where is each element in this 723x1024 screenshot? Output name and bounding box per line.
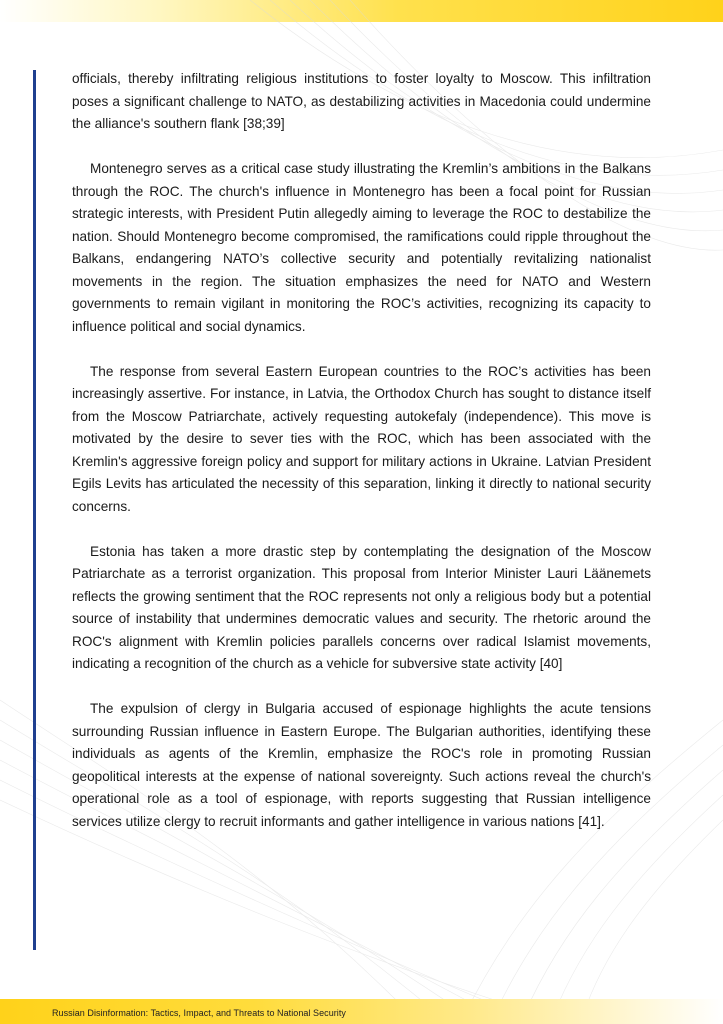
paragraph-2: Montenegro serves as a critical case study illustrating the Kremlin’s ambitions in the Balkans through the ROC. The church's influence in Montenegro has been a focal point for Russian strategic interests, with President Putin allegedly aiming to leverage the ROC to destabilize the nation. Should Montenegro become compromised, the ramifications could ripple throughout the Balkans, endangering NATO’s collective security and potentially revitalizing nationalist movements in the region. The situation emphasizes the need for NATO and Western governments to remain vigilant in monitoring the ROC’s activities, recognizing its capacity to influence political and social dynamics. (72, 161, 651, 334)
body-text (72, 68, 651, 856)
left-vertical-rule (33, 70, 36, 950)
paragraph-3: The response from several Eastern European countries to the ROC’s activities has been increasingly assertive. For instance, in Latvia, the Orthodox Church has sought to distance itself from the Moscow Patriarchate, actively requesting autokefaly (independence). This move is motivated by the desire to sever ties with the ROC, which has been associated with the Kremlin's aggressive foreign policy and support for military actions in Ukraine. Latvian President Egils Levits has articulated the necessity of this separation, linking it directly to national security concerns. (72, 363, 651, 514)
paragraph-4: Estonia has taken a more drastic step by contemplating the designation of the Moscow Patriarchate as a terrorist organization. This proposal from Interior Minister Lauri Läänemets reflects the growing sentiment that the ROC represents not only a religious body but a potential source of instability that undermines democratic values and security. The rhetoric around the ROC's alignment with Kremlin policies parallels concerns over radical Islamist movements, indicating a recognition of the church as a vehicle for subversive state activity [40] (72, 543, 651, 671)
paragraph-1: officials, thereby infiltrating religious institutions to foster loyalty to Moscow. This infiltration poses a significant challenge to NATO, as destabilizing activities in Macedonia could undermine the alliance's southern flank [38;39] (72, 71, 651, 131)
footer-title: Russian Disinformation: Tactics, Impact, and Threats to National Security (52, 1008, 346, 1018)
paragraph-5: The expulsion of clergy in Bulgaria accused of espionage highlights the acute tensions surrounding Russian influence in Eastern Europe. The Bulgarian authorities, identifying these individuals as agents of the Kremlin, emphasize the ROC's role in promoting Russian geopolitical interests at the expense of national sovereignty. Such actions reveal the church's operational role as a tool of espionage, with reports suggesting that Russian intelligence services utilize clergy to recruit informants and gather intelligence in various nations [41]. (72, 701, 651, 829)
